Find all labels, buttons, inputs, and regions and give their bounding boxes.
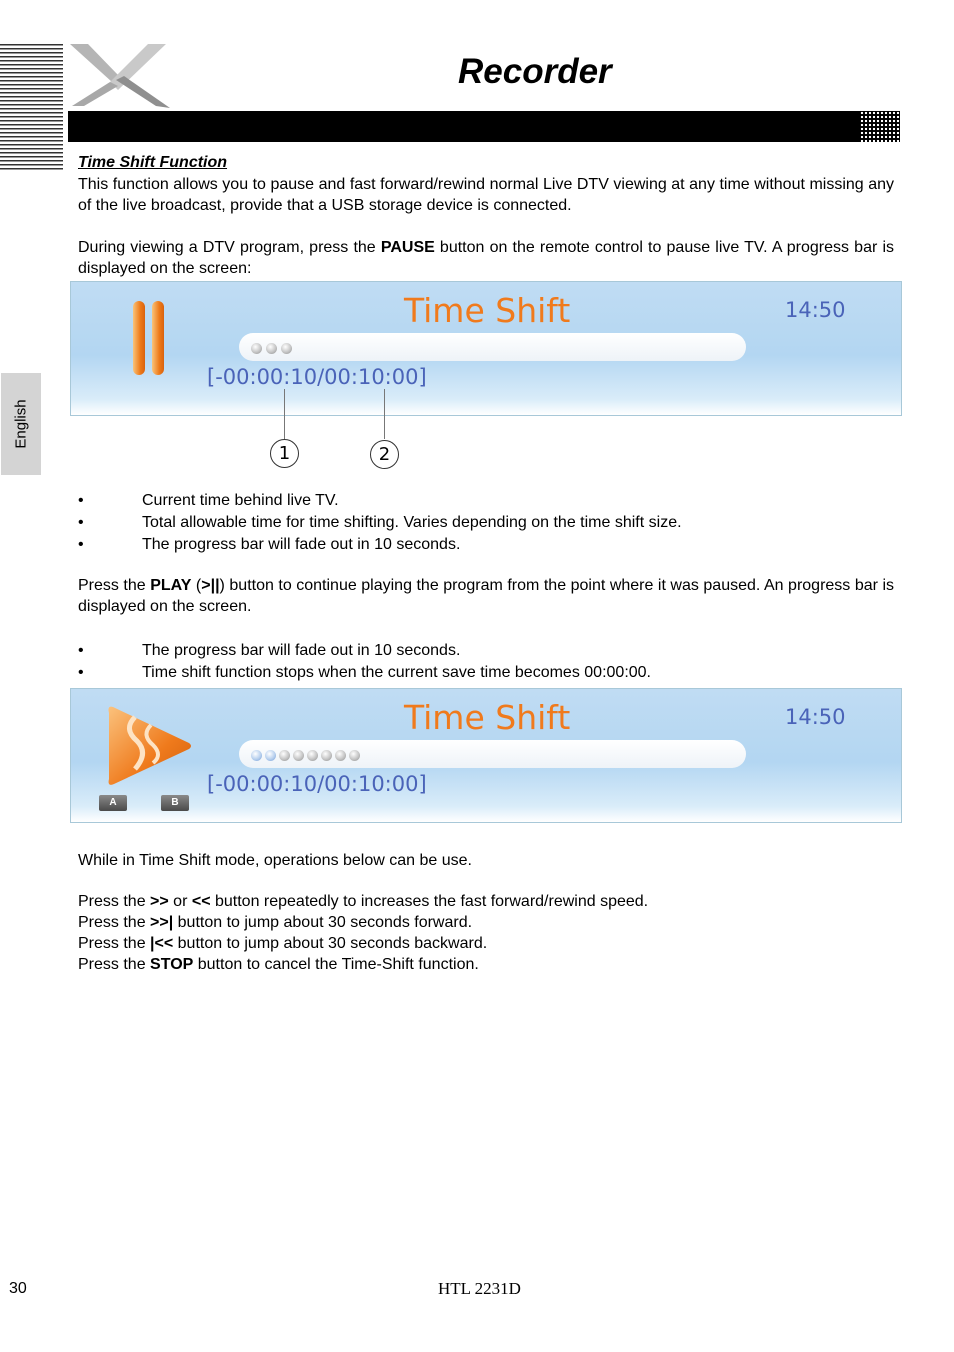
progress-dot	[321, 750, 332, 761]
progress-dot	[266, 343, 277, 354]
header-bar	[68, 111, 900, 142]
b-button[interactable]: B	[161, 795, 189, 811]
intro-paragraph: This function allows you to pause and fast forward/rewind normal Live DTV viewing at any time without missing any of the live broadcast, provide that a USB storage device is connected.	[78, 176, 894, 214]
header-bar-dot-pattern	[860, 111, 900, 142]
progress-dot	[281, 343, 292, 354]
op-key: STOP	[150, 956, 194, 973]
language-label: English	[12, 399, 30, 449]
op-text: button to cancel the Time-Shift function.	[193, 956, 479, 973]
language-side-tab	[1, 373, 41, 475]
op-key: |<<	[150, 935, 174, 952]
progress-dot	[335, 750, 346, 761]
time-shift-clock: 14:50	[785, 705, 846, 729]
brand-x-logo	[66, 42, 170, 110]
bullet-item: • Time shift function stops when the current save time becomes 00:00:00.	[78, 664, 651, 681]
progress-dot	[251, 750, 262, 761]
operation-line	[78, 954, 479, 975]
op-text: Press the	[78, 893, 151, 910]
callout-2: 2	[370, 440, 399, 469]
op-text: Press the	[78, 956, 151, 973]
bullet-text: Time shift function stops when the current save time becomes 00:00:00.	[142, 664, 651, 681]
pause-text-pre: During viewing a DTV program, press the	[78, 239, 381, 256]
operations-intro: While in Time Shift mode, operations below can be use.	[78, 852, 472, 869]
time-shift-readout: [-00:00:10/00:10:00]	[207, 365, 427, 389]
op-text: or	[168, 893, 192, 910]
play-text-mid: (	[191, 577, 202, 594]
time-shift-title: Time Shift	[404, 698, 571, 737]
time-shift-clock: 14:50	[785, 298, 846, 322]
bullet-item: • The progress bar will fade out in 10 seconds.	[78, 536, 461, 553]
play-symbol: >||	[201, 577, 220, 594]
play-paragraph	[78, 575, 894, 617]
pause-icon-left-bar	[133, 301, 145, 375]
progress-dot	[349, 750, 360, 761]
pause-icon-right-bar	[152, 301, 164, 375]
play-text-post: ) button to continue playing the program from the point where it was paused. An progress bar is displayed on the screen.	[78, 577, 895, 615]
op-text: Press the	[78, 914, 151, 931]
time-shift-readout: [-00:00:10/00:10:00]	[207, 772, 427, 796]
section-heading: Time Shift Function	[78, 154, 228, 171]
bullet-text: The progress bar will fade out in 10 seconds.	[142, 536, 461, 553]
callout-1-leader	[284, 389, 285, 439]
header-stripes	[0, 44, 63, 172]
page-title: Recorder	[458, 52, 612, 91]
progress-dot	[251, 343, 262, 354]
time-shift-title: Time Shift	[404, 291, 571, 330]
op-key: >>	[150, 893, 169, 910]
model-name: HTL 2231D	[438, 1279, 521, 1298]
pause-text-post: button on the remote control to pause live TV. A progress bar is displayed on the screen:	[78, 239, 894, 277]
progress-dot	[293, 750, 304, 761]
bullet-item: • Total allowable time for time shifting. Varies depending on the time shift size.	[78, 514, 682, 531]
bullet-item: • The progress bar will fade out in 10 seconds.	[78, 642, 461, 659]
op-text: button repeatedly to increases the fast forward/rewind speed.	[210, 893, 649, 910]
callout-2-leader	[384, 389, 385, 439]
operation-line	[78, 912, 472, 933]
op-key: <<	[191, 893, 211, 910]
play-key: PLAY	[150, 577, 192, 594]
a-button[interactable]: A	[99, 795, 127, 811]
bullet-text: The progress bar will fade out in 10 seconds.	[142, 642, 461, 659]
op-text: button to jump about 30 seconds backward.	[173, 935, 488, 952]
time-shift-progress-bar	[239, 333, 746, 361]
time-shift-progress-bar	[239, 740, 746, 768]
bullet-item: • Current time behind live TV.	[78, 492, 339, 509]
page-number: 30	[9, 1280, 27, 1297]
callout-1: 1	[270, 439, 299, 468]
pause-paragraph	[78, 237, 894, 279]
time-shift-pause-screen	[70, 281, 902, 416]
op-text: button to jump about 30 seconds forward.	[173, 914, 473, 931]
progress-dot	[265, 750, 276, 761]
progress-dot	[279, 750, 290, 761]
operation-line	[78, 891, 648, 912]
operation-line	[78, 933, 487, 954]
play-icon	[105, 703, 195, 789]
play-text-pre: Press the	[78, 577, 151, 594]
time-shift-play-screen	[70, 688, 902, 823]
pause-key: PAUSE	[380, 239, 435, 256]
op-key: >>|	[150, 914, 174, 931]
bullet-text: Current time behind live TV.	[142, 492, 339, 509]
op-text: Press the	[78, 935, 151, 952]
progress-dot	[307, 750, 318, 761]
bullet-text: Total allowable time for time shifting. Varies depending on the time shift size.	[142, 514, 682, 531]
